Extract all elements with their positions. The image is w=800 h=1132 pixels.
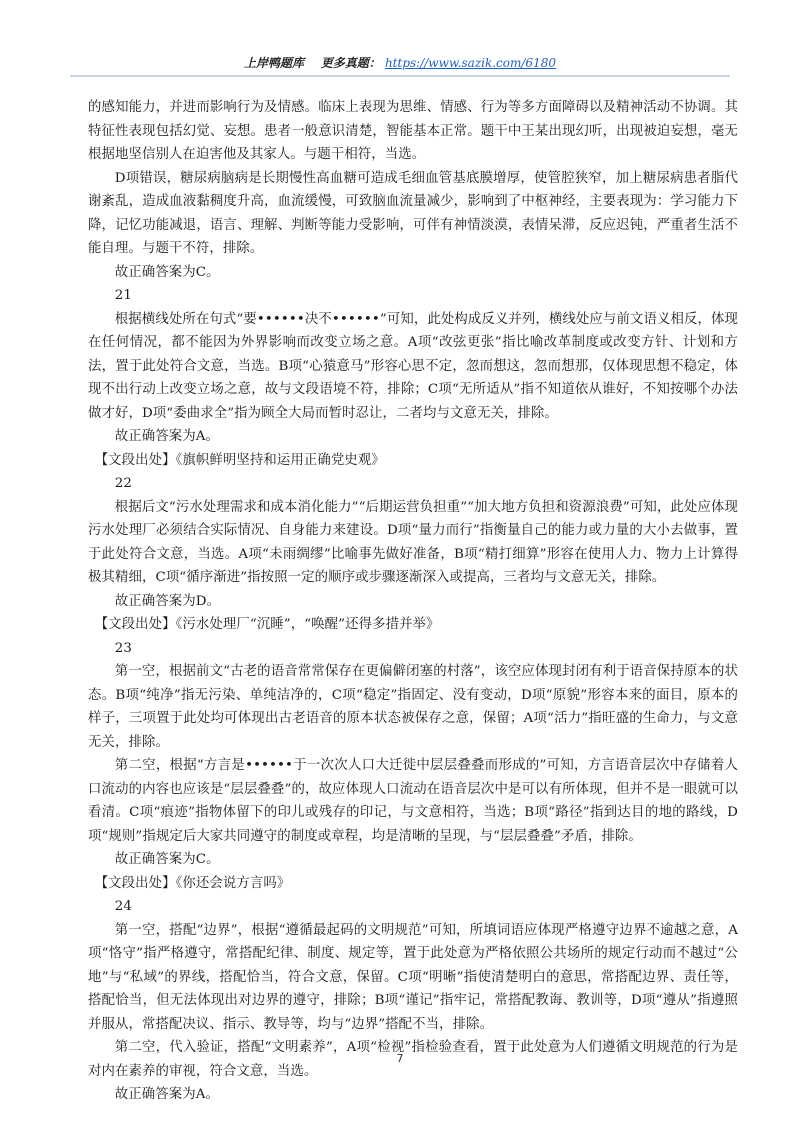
paragraph: 【文段出处】《污水处理厂“沉睡”，“唤醒”还得多措并举》 (94, 617, 440, 632)
paragraph: 根据后文“污水处理需求和成本消化能力”“后期运营负担重”“加大地方负担和资源浪费”可知，此处应体现污水处理厂必须结合实际情况、自身能力来建设。D项“量力而行”指衡量自己的能力或力量的大小去做事，置于此处符合文意，当选。A项“未雨绸缪”比喻事先做好准备，B项“精打细算”形容在使用人力、物力上计算得极其精细，C项“循序渐进”指按照一定的顺序或步骤逐渐深入或提高，三者均与文意无关，排除。 (88, 499, 738, 585)
paragraph: D项错误，糖尿病脑病是长期慢性高血糖可造成毛细血管基底膜增厚，使管腔狭窄，加上糖尿病患者脂代谢紊乱，造成血液黏稠度升高，血流缓慢，可致脑血流量减少，影响到了中枢神经，主要表现为：学习能力下降，记忆功能减退，语言、理解、判断等能力受影响，可伴有神情淡漠，表情呆滞，反应迟钝，严重者生活不能自理。与题干不符，排除。 (88, 170, 738, 256)
header-divider (70, 75, 730, 77)
paragraph: 22 (114, 476, 133, 491)
header-title: 上岸鸭题库 (244, 56, 305, 70)
paragraph: 【文段出处】《你还会说方言吗》 (94, 875, 291, 891)
paragraph: 故正确答案为A。 (114, 429, 220, 444)
paragraph: 21 (114, 288, 133, 303)
page-header (70, 54, 730, 71)
header-link[interactable]: https://www.sazik.com/6180 (384, 56, 556, 70)
paragraph: 故正确答案为C。 (114, 852, 220, 867)
paragraph: 第二空，根据“方言是••••••于一次次人口大迁徙中层层叠叠而形成的”可知，方言语音层次中存储着人口流动的内容也应该是“层层叠叠”的，故应体现人口流动在语音层次中是可以有所体现，但并不是一眼就可以看清。C项“痕迹”指物体留下的印儿或残存的印记，与文意相符，当选；B项“路径”指到达目的地的路线，D项“规则”指规定后大家共同遵守的制度或章程，均是清晰的呈现，与“层层叠叠”矛盾，排除。 (88, 758, 738, 844)
document-body (88, 96, 738, 1107)
paragraph: 的感知能力，并进而影响行为及情感。临床上表现为思维、情感、行为等多方面障碍以及精神活动不协调。其特征性表现包括幻觉、妄想。患者一般意识清楚，智能基本正常。题干中王某出现幻听，出现被迫妄想，毫无根据地坚信别人在迫害他及其家人。与题干相符，当选。 (88, 100, 738, 162)
paragraph: 故正确答案为A。 (114, 1087, 220, 1102)
header-label: 更多真题： (320, 56, 381, 70)
paragraph: 故正确答案为C。 (114, 264, 220, 280)
paragraph: 第二空，代入验证，搭配“文明素养”，A项“检视”指检验查看，置于此处意为人们遵循文明规范的行为是对内在素养的审视，符合文意，当选。 (88, 1040, 738, 1079)
paragraph: 故正确答案为D。 (114, 593, 221, 609)
paragraph: 23 (114, 640, 133, 656)
paragraph: 第一空，根据前文“古老的语音常常保存在更偏僻闭塞的村落”，该空应体现封闭有利于语音保持原本的状态。B项“纯净”指无污染、单纯洁净的，C项“稳定”指固定、没有变动，D项“原貌”形容本来的面目，原本的样子，三项置于此处均可体现出古老语音的原本状态被保存之意，保留；A项“活力”指旺盛的生命力，与文意无关，排除。 (88, 664, 738, 750)
paragraph: 24 (114, 899, 133, 914)
paragraph: 第一空，搭配“边界”，根据“遵循最起码的文明规范”可知，所填词语应体现严格遵守边界不逾越之意，A项“恪守”指严格遵守，常搭配纪律、制度、规定等，置于此处意为严格依照公共场所的规定行动而不越过“公地”与“私域”的界线，搭配恰当，符合文意，保留。C项“明晰”指使清楚明白的意思，常搭配边界、责任等，搭配恰当，但无法体现出对边界的遵守，排除；B项“谨记”指牢记，常搭配教诲、教训等，D项“遵从”指遵照并服从，常搭配决议、指示、教导等，均与“边界”搭配不当，排除。 (88, 922, 738, 1032)
page-number: 7 (396, 1052, 404, 1065)
paragraph: 根据横线处所在句式“要••••••决不••••••”可知，此处构成反义并列，横线处应与前文语义相反，体现在任何情况，都不能因为外界影响而改变立场之意。A项“改弦更张”指比喻改革制度或改变方针、计划和方法，置于此处符合文意，当选。B项“心猿意马”形容心思不定，忽而想这，忽而想那，仅体现思想不稳定，体现不出行动上改变立场之意，故与文段语境不符，排除；C项“无所适从”指不知道依从谁好，不知按哪个办法做才好，D项“委曲求全”指为顾全大局而暂时忍让，二者均与文意无关，排除。 (88, 311, 738, 421)
paragraph: 【文段出处】《旗帜鲜明坚持和运用正确党史观》 (94, 452, 385, 468)
